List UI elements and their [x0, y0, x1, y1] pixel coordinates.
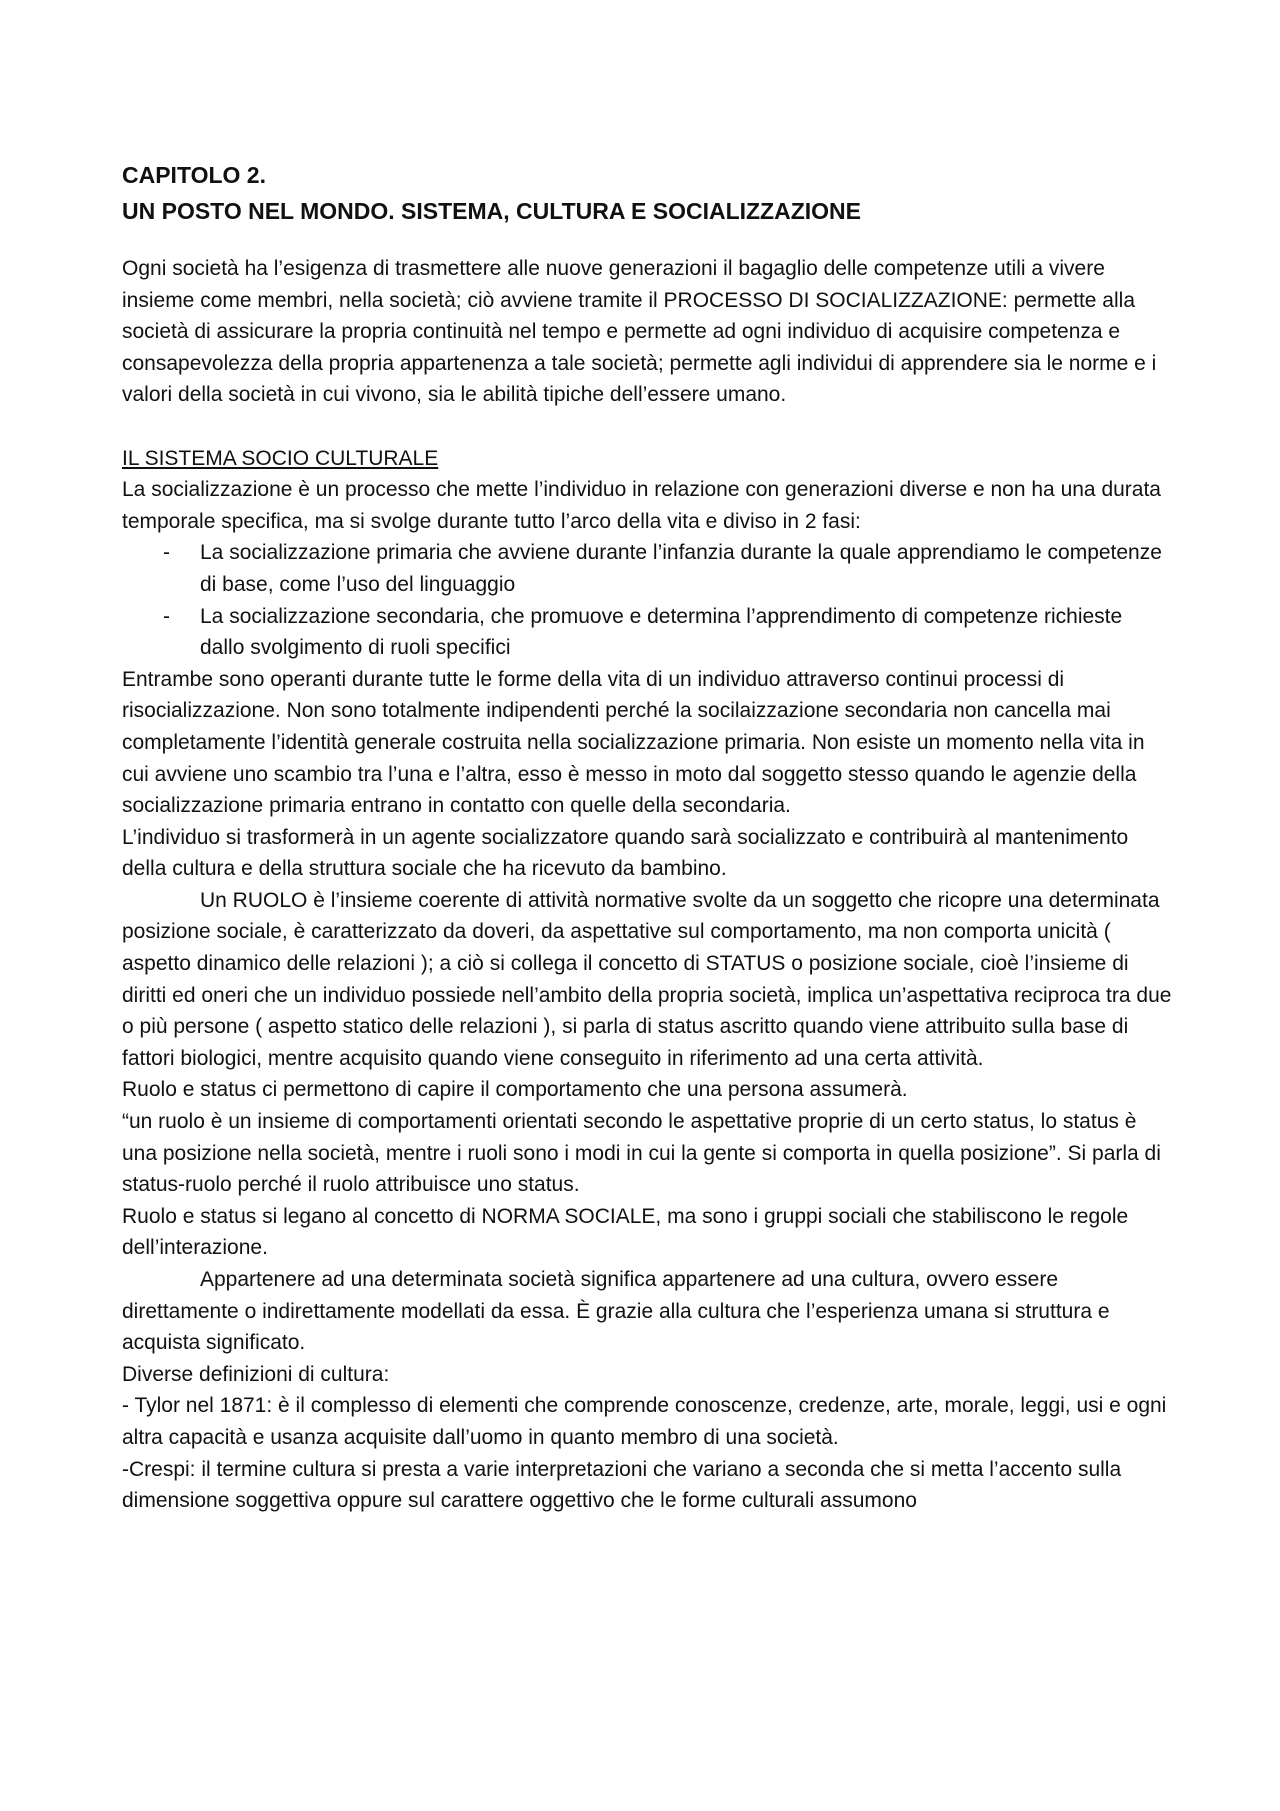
paragraph-tylor: - Tylor nel 1871: è il complesso di elementi che comprende conoscenze, credenze, arte, morale, leggi, usi e ogni altra capacità e usanza acquisite dall’uomo in quanto membro di una società. — [122, 1394, 1167, 1449]
intro-paragraph: Ogni società ha l’esigenza di trasmettere alle nuove generazioni il bagaglio delle competenze utili a vivere insieme come membri, nella società; ciò avviene tramite il PROCESSO DI SOCIALIZZAZIONE: permette alla società di assicurare la propria continuità nel tempo e permette ad ogni individuo di acquisire competenza e consapevolezza della propria appartenenza a tale società; permette agli individui di apprendere sia le norme e i valori della società in cui vivono, sia le abilità tipiche dell’essere umano. — [122, 257, 1157, 407]
list-marker: - — [163, 541, 170, 565]
paragraph-norma: Ruolo e status si legano al concetto di NORMA SOCIALE, ma sono i gruppi sociali che stabiliscono le regole dell’interazione. — [122, 1204, 1129, 1260]
paragraph-crespi: -Crespi: il termine cultura si presta a varie interpretazioni che variano a seconda che si metta l’accento sulla dimensione soggettiva oppure sul carattere oggettivo che le forme culturali assumono — [122, 1457, 1122, 1513]
paragraph-ruolo: Un RUOLO è l’insieme coerente di attività normative svolte da un soggetto che ricopre una determinata posizione sociale, è caratterizzato da doveri, da aspettative sul comportamento, ma non comporta unicità ( aspetto dinamico delle relazioni ); a ciò si collega il concetto di STATUS o posizione sociale, cioè l’insieme di diritti ed oneri che un individuo possiede nell’ambito della propria società, implica un’aspettativa reciproca tra due o più persone ( aspetto statico delle relazioni ), si parla di status ascritto quando viene attribuito sulla base di fattori biologici, mentre acquisito quando viene conseguito in riferimento ad una certa attività. — [122, 888, 1172, 1070]
chapter-title: CAPITOLO 2. — [122, 162, 266, 188]
paragraph-quote: “un ruolo è un insieme di comportamenti orientati secondo le aspettative proprie di un certo status, lo status è una posizione nella società, mentre i ruoli sono i modi in cui la gente si comporta in quella posizione”. Si parla di status-ruolo perché il ruolo attribuisce uno status. — [122, 1110, 1161, 1197]
document-page — [122, 157, 1172, 1517]
list-item — [122, 537, 1172, 600]
section-intro-paragraph: La socializzazione è un processo che mette l’individuo in relazione con generazioni diverse e non ha una durata temporale specifica, ma si svolge durante tutto l’arco della vita e diviso in 2 fasi: — [122, 478, 1161, 533]
list-marker: - — [163, 604, 170, 628]
paragraph-appartenere: Appartenere ad una determinata società significa appartenere ad una cultura, ovvero essere direttamente o indirettamente modellati da essa. È grazie alla cultura che l’esperienza umana si struttura e acquista significato. — [122, 1268, 1110, 1355]
paragraph-definizioni: Diverse definizioni di cultura: — [122, 1362, 390, 1386]
list-item-text: La socializzazione secondaria, che promuove e determina l’apprendimento di competenze richieste dallo svolgimento di ruoli specifici — [200, 604, 1123, 660]
paragraph-entrambe: Entrambe sono operanti durante tutte le forme della vita di un individuo attraverso continui processi di risocializzazione. Non sono totalmente indipendenti perché la socilaizzazione secondaria non cancella mai completamente l’identità generale costruita nella socializzazione primaria. Non esiste un momento nella vita in cui avviene uno scambio tra l’una e l’altra, esso è messo in moto dal soggetto stesso quando le agenzie della socializzazione primaria entrano in contatto con quelle della secondaria. — [122, 667, 1145, 818]
phases-list — [122, 537, 1172, 663]
list-item — [122, 601, 1172, 664]
spacer — [122, 411, 1172, 443]
chapter-subtitle: UN POSTO NEL MONDO. SISTEMA, CULTURA E SOCIALIZZAZIONE — [122, 198, 861, 224]
section-heading: IL SISTEMA SOCIO CULTURALE — [122, 446, 439, 470]
list-item-text: La socializzazione primaria che avviene durante l’infanzia durante la quale apprendiamo le competenze di base, come l’uso del linguaggio — [200, 541, 1162, 596]
spacer — [122, 229, 1172, 253]
paragraph-ruolo-status: Ruolo e status ci permettono di capire il comportamento che una persona assumerà. — [122, 1078, 908, 1102]
paragraph-individuo: L’individuo si trasformerà in un agente socializzatore quando sarà socializzato e contribuirà al mantenimento della cultura e della struttura sociale che ha ricevuto da bambino. — [122, 825, 1129, 881]
